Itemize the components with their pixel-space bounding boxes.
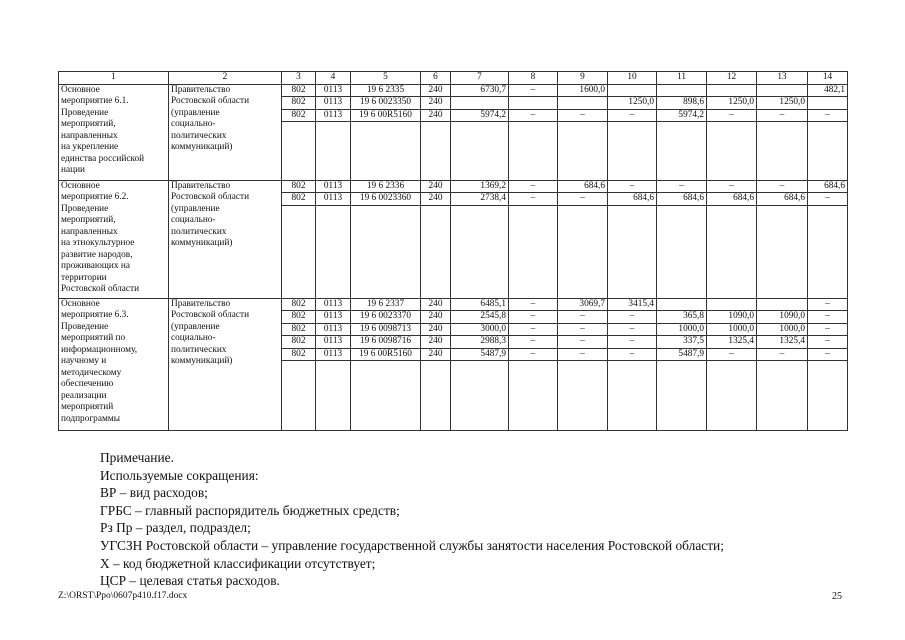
filler-cell [316, 122, 351, 181]
value-cell: 0113 [316, 336, 351, 349]
executor-line: коммуникаций) [171, 238, 233, 248]
executor-cell [169, 84, 282, 180]
value-cell: 5487,9 [657, 348, 707, 361]
filler-cell [282, 122, 316, 181]
value-cell: – [558, 311, 608, 324]
value-cell: 0113 [316, 311, 351, 324]
event-name-line: мероприятий по [61, 333, 126, 343]
filler-cell [509, 205, 558, 298]
value-cell: 19 6 2335 [351, 84, 421, 97]
filler-cell [282, 361, 316, 431]
value-cell [509, 97, 558, 110]
value-cell: 802 [282, 84, 316, 97]
value-cell: 482,1 [808, 84, 848, 97]
value-cell: 240 [421, 84, 451, 97]
event-name-line: направленных [61, 130, 118, 141]
value-cell: – [558, 323, 608, 336]
value-cell: 19 6 0023370 [351, 311, 421, 324]
event-name-line: мероприятий, [61, 119, 116, 129]
value-cell: 1090,0 [707, 311, 757, 324]
filler-cell [707, 122, 757, 181]
event-name-line: научному и [61, 356, 107, 366]
filler-cell [421, 205, 451, 298]
value-cell: 19 6 00R5160 [351, 348, 421, 361]
header-cell: 2 [169, 72, 282, 85]
event-name-line: Проведение [61, 203, 109, 214]
value-cell [757, 298, 808, 311]
event-name-line: проживающих на [61, 261, 130, 271]
value-cell: – [707, 180, 757, 193]
note-line: Х – код бюджетной классификации отсутствует; [100, 555, 376, 571]
value-cell: – [657, 180, 707, 193]
value-cell: 802 [282, 180, 316, 193]
value-cell: – [558, 336, 608, 349]
filler-cell [451, 205, 509, 298]
event-name-line: информационному, [61, 344, 138, 355]
event-name-line: подпрограммы [61, 413, 120, 424]
value-cell: 19 6 0098713 [351, 323, 421, 336]
executor-line: (управление [171, 321, 220, 332]
filler-cell [608, 361, 657, 431]
event-name-line: Ростовской области [61, 284, 140, 294]
value-cell: 802 [282, 193, 316, 206]
value-cell: 802 [282, 298, 316, 311]
filler-cell [558, 361, 608, 431]
filler-cell [351, 361, 421, 431]
filler-cell [707, 205, 757, 298]
event-name-line: Проведение [61, 321, 109, 332]
event-name-line: мероприятий [61, 402, 114, 412]
value-cell: 6730,7 [451, 84, 509, 97]
value-cell: 0113 [316, 193, 351, 206]
table-row [59, 298, 848, 311]
value-cell: 240 [421, 97, 451, 110]
value-cell [707, 298, 757, 311]
executor-line: социально- [171, 215, 216, 225]
event-name-line: мероприятие 6.1. [61, 96, 129, 106]
value-cell: – [558, 193, 608, 206]
value-cell: 240 [421, 180, 451, 193]
event-name-cell [59, 180, 169, 298]
value-cell: 802 [282, 311, 316, 324]
value-cell: 5974,2 [451, 109, 509, 122]
value-cell: 19 6 00R5160 [351, 109, 421, 122]
value-cell [451, 97, 509, 110]
event-name-line: на укрепление [61, 142, 119, 152]
event-name-line: нации [61, 165, 86, 175]
filler-cell [757, 205, 808, 298]
filler-cell [707, 361, 757, 431]
event-name-line: обеспечению [61, 379, 114, 389]
value-cell: – [608, 323, 657, 336]
value-cell: 684,6 [757, 193, 808, 206]
filler-cell [351, 205, 421, 298]
value-cell: 802 [282, 348, 316, 361]
value-cell [657, 84, 707, 97]
filler-cell [421, 122, 451, 181]
value-cell: – [608, 180, 657, 193]
value-cell: – [808, 336, 848, 349]
value-cell: – [558, 109, 608, 122]
value-cell: 1250,0 [757, 97, 808, 110]
notes-block [100, 449, 724, 590]
note-line: Рз Пр – раздел, подраздел; [100, 520, 251, 536]
executor-line: (управление [171, 203, 220, 214]
value-cell: 19 6 2337 [351, 298, 421, 311]
header-cell: 8 [509, 72, 558, 85]
value-cell [707, 84, 757, 97]
value-cell: 240 [421, 193, 451, 206]
executor-line: Правительство [171, 180, 231, 191]
value-cell: – [707, 348, 757, 361]
value-cell: – [509, 84, 558, 97]
page-number: 25 [832, 591, 842, 602]
executor-line: политических [171, 226, 227, 237]
event-name-line: Основное [61, 298, 100, 309]
value-cell: 1090,0 [757, 311, 808, 324]
filler-cell [657, 205, 707, 298]
value-cell: 19 6 0023360 [351, 193, 421, 206]
value-cell: 0113 [316, 348, 351, 361]
value-cell: 1600,0 [558, 84, 608, 97]
event-name-line: методическому [61, 367, 122, 378]
value-cell: 2738,4 [451, 193, 509, 206]
value-cell: 1250,0 [608, 97, 657, 110]
header-row [59, 72, 848, 85]
value-cell: 898,6 [657, 97, 707, 110]
value-cell: 802 [282, 336, 316, 349]
value-cell: – [757, 180, 808, 193]
filler-cell [451, 122, 509, 181]
value-cell: – [608, 109, 657, 122]
value-cell: 3000,0 [451, 323, 509, 336]
value-cell: – [558, 348, 608, 361]
filler-cell [509, 122, 558, 181]
executor-line: Правительство [171, 298, 231, 309]
value-cell: – [808, 348, 848, 361]
event-name-cell [59, 298, 169, 431]
filler-cell [451, 361, 509, 431]
value-cell: 240 [421, 109, 451, 122]
executor-line: Ростовской области [171, 96, 250, 106]
value-cell: 3069,7 [558, 298, 608, 311]
value-cell: – [608, 336, 657, 349]
note-line: ГРБС – главный распорядитель бюджетных средств; [100, 502, 400, 518]
note-line: УГСЗН Ростовской области – управление государственной службы занятости населения Ростовской области; [100, 537, 724, 553]
header-cell: 1 [59, 72, 169, 85]
value-cell: – [757, 109, 808, 122]
executor-line: коммуникаций) [171, 356, 233, 366]
filler-cell [558, 122, 608, 181]
executor-line: (управление [171, 107, 220, 118]
filler-cell [808, 205, 848, 298]
event-name-line: развитие народов, [61, 249, 133, 260]
event-name-line: Основное [61, 84, 100, 95]
value-cell: 684,6 [608, 193, 657, 206]
filler-cell [351, 122, 421, 181]
value-cell: 802 [282, 109, 316, 122]
header-cell: 9 [558, 72, 608, 85]
value-cell: 1325,4 [757, 336, 808, 349]
value-cell: – [707, 109, 757, 122]
value-cell: 0113 [316, 180, 351, 193]
value-cell: – [509, 336, 558, 349]
event-name-line: мероприятие 6.3. [61, 310, 129, 320]
executor-line: политических [171, 130, 227, 141]
value-cell: – [509, 180, 558, 193]
value-cell: 240 [421, 298, 451, 311]
value-cell: – [509, 311, 558, 324]
value-cell: 802 [282, 97, 316, 110]
value-cell: 19 6 0023350 [351, 97, 421, 110]
table-row [59, 84, 848, 97]
value-cell: – [808, 109, 848, 122]
header-cell: 14 [808, 72, 848, 85]
table-row [59, 180, 848, 193]
header-cell: 3 [282, 72, 316, 85]
filler-cell [558, 205, 608, 298]
filler-cell [657, 122, 707, 181]
budget-table [58, 71, 848, 431]
footer-file-path: Z:\ORST\Ppo\0607p410.f17.docx [58, 591, 188, 601]
value-cell: 240 [421, 336, 451, 349]
filler-cell [421, 361, 451, 431]
filler-cell [608, 205, 657, 298]
value-cell: 1000,0 [757, 323, 808, 336]
event-name-line: реализации [61, 390, 107, 401]
executor-line: Ростовской области [171, 192, 250, 202]
value-cell [657, 298, 707, 311]
filler-cell [808, 122, 848, 181]
value-cell: 19 6 0098716 [351, 336, 421, 349]
value-cell: 19 6 2336 [351, 180, 421, 193]
value-cell: – [808, 311, 848, 324]
header-cell: 7 [451, 72, 509, 85]
value-cell: 684,6 [808, 180, 848, 193]
value-cell: – [608, 348, 657, 361]
event-name-line: на этнокультурное [61, 238, 135, 248]
value-cell: 684,6 [657, 193, 707, 206]
value-cell: – [808, 298, 848, 311]
value-cell: 0113 [316, 323, 351, 336]
filler-cell [808, 361, 848, 431]
value-cell: – [509, 348, 558, 361]
filler-cell [757, 361, 808, 431]
executor-line: социально- [171, 119, 216, 129]
value-cell: 1325,4 [707, 336, 757, 349]
value-cell: 6485,1 [451, 298, 509, 311]
value-cell: 240 [421, 311, 451, 324]
value-cell: 3415,4 [608, 298, 657, 311]
value-cell: 0113 [316, 298, 351, 311]
value-cell [558, 97, 608, 110]
header-cell: 5 [351, 72, 421, 85]
value-cell: 0113 [316, 109, 351, 122]
filler-cell [608, 122, 657, 181]
value-cell: – [509, 109, 558, 122]
value-cell: 684,6 [558, 180, 608, 193]
executor-line: социально- [171, 333, 216, 343]
filler-cell [316, 361, 351, 431]
note-line: ВР – вид расходов; [100, 485, 208, 501]
executor-line: политических [171, 344, 227, 355]
filler-cell [509, 361, 558, 431]
filler-cell [282, 205, 316, 298]
value-cell: 5974,2 [657, 109, 707, 122]
header-cell: 11 [657, 72, 707, 85]
value-cell [808, 97, 848, 110]
value-cell: 2545,8 [451, 311, 509, 324]
filler-cell [316, 205, 351, 298]
header-cell: 12 [707, 72, 757, 85]
header-cell: 13 [757, 72, 808, 85]
filler-cell [657, 361, 707, 431]
value-cell: – [608, 311, 657, 324]
note-line: ЦСР – целевая статья расходов. [100, 573, 280, 589]
value-cell: 240 [421, 323, 451, 336]
header-cell: 10 [608, 72, 657, 85]
value-cell: 1369,2 [451, 180, 509, 193]
filler-cell [757, 122, 808, 181]
note-line: Примечание. [100, 450, 174, 465]
event-name-line: Основное [61, 180, 100, 191]
value-cell: 1000,0 [707, 323, 757, 336]
value-cell: 365,8 [657, 311, 707, 324]
event-name-line: мероприятие 6.2. [61, 192, 129, 202]
event-name-line: Проведение [61, 107, 109, 118]
header-cell: 6 [421, 72, 451, 85]
event-name-line: направленных [61, 226, 118, 237]
value-cell: – [509, 193, 558, 206]
value-cell: – [808, 323, 848, 336]
executor-cell [169, 180, 282, 298]
value-cell: – [808, 193, 848, 206]
value-cell: 5487,9 [451, 348, 509, 361]
value-cell: 1250,0 [707, 97, 757, 110]
value-cell: – [509, 323, 558, 336]
value-cell: 684,6 [707, 193, 757, 206]
value-cell [608, 84, 657, 97]
event-name-line: мероприятий, [61, 215, 116, 225]
executor-line: Правительство [171, 84, 231, 95]
event-name-line: единства российской [61, 153, 145, 164]
executor-cell [169, 298, 282, 431]
value-cell: 1000,0 [657, 323, 707, 336]
value-cell: – [757, 348, 808, 361]
event-name-line: территории [61, 272, 107, 283]
event-name-cell [59, 84, 169, 180]
value-cell: – [509, 298, 558, 311]
value-cell [757, 84, 808, 97]
value-cell: 0113 [316, 84, 351, 97]
executor-line: Ростовской области [171, 310, 250, 320]
value-cell: 2988,3 [451, 336, 509, 349]
header-cell: 4 [316, 72, 351, 85]
value-cell: 0113 [316, 97, 351, 110]
executor-line: коммуникаций) [171, 142, 233, 152]
note-line: Используемые сокращения: [100, 467, 259, 483]
value-cell: 802 [282, 323, 316, 336]
value-cell: 337,5 [657, 336, 707, 349]
value-cell: 240 [421, 348, 451, 361]
